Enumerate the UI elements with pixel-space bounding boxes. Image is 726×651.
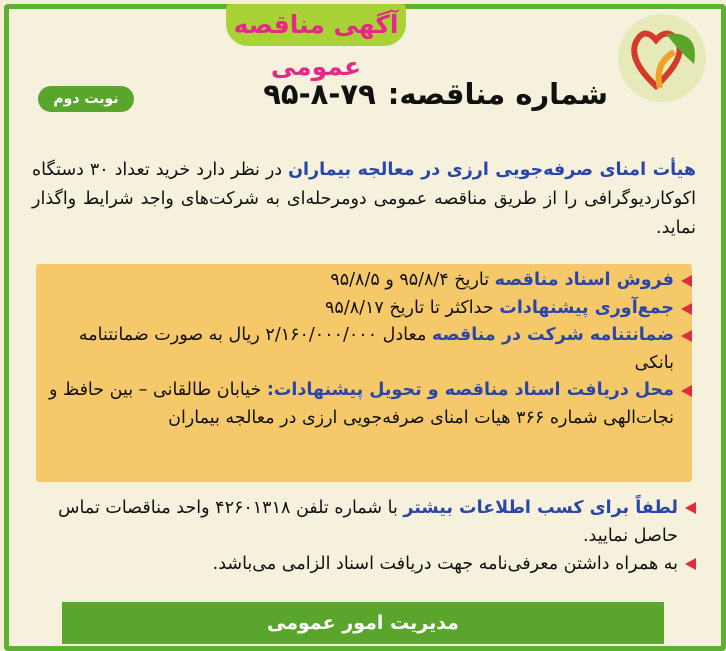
contact-section: [32, 494, 696, 578]
tender-number-label: شماره مناقصه:: [387, 77, 608, 111]
notice-title: آگهی مناقصه عمومی: [226, 4, 406, 46]
triangle-bullet-icon: [685, 558, 696, 570]
item-key: جمع‌آوری پیشنهادات: [499, 297, 674, 318]
item-key: فروش اسناد مناقصه: [494, 270, 674, 290]
tender-number-value: ۷۹-۸-۹۵: [263, 77, 376, 111]
triangle-bullet-icon: [681, 330, 692, 342]
leaf-heart-logo-icon: [616, 12, 708, 104]
triangle-bullet-icon: [685, 502, 696, 514]
list-item: [38, 267, 692, 295]
triangle-bullet-icon: [681, 275, 692, 287]
note-text: به همراه داشتن معرفی‌نامه جهت دریافت اسناد الزامی می‌باشد.: [212, 554, 678, 574]
round-badge: نوبت دوم: [38, 86, 134, 112]
intro-paragraph: [32, 156, 696, 243]
details-list: [38, 267, 692, 432]
note-item: [32, 550, 696, 578]
item-key: محل دریافت اسناد مناقصه و تحویل پیشنهادات:: [266, 380, 674, 400]
item-text: تاریخ ۹۵/۸/۴ و ۹۵/۸/۵: [330, 270, 495, 290]
intro-text: در نظر دارد خرید تعداد ۳۰ دستگاه اکوکاردیوگرافی را از طریق مناقصه عمومی دومرحله‌ای به شرکت‌های واجد شرایط واگذار نماید.: [32, 160, 696, 238]
list-item: [38, 295, 692, 323]
contact-item: [32, 494, 696, 550]
item-text: خیابان طالقانی – بین حافظ و نجات‌الهی شماره ۳۶۶ هیات امنای صرفه‌جویی ارزی در معالجه بیماران: [48, 380, 674, 428]
tender-number: [158, 72, 608, 116]
footer-signature: مدیریت امور عمومی: [62, 602, 664, 644]
list-item: [38, 322, 692, 377]
contact-key: لطفاً برای کسب اطلاعات بیشتر: [403, 498, 678, 518]
item-text: معادل ۲/۱۶۰/۰۰۰/۰۰۰ ریال به صورت ضمانتنامه بانکی: [78, 325, 674, 373]
item-key: ضمانتنامه شرکت در مناقصه: [431, 325, 674, 345]
list-item: [38, 377, 692, 432]
organization-name: هیأت امنای صرفه‌جویی ارزی در معالجه بیماران: [288, 160, 697, 180]
item-text: حداکثر تا تاریخ ۹۵/۸/۱۷: [325, 297, 500, 318]
contact-text: با شماره تلفن ۴۲۶۰۱۳۱۸ واحد مناقصات تماس حاصل نمایید.: [58, 498, 678, 546]
triangle-bullet-icon: [681, 385, 692, 397]
triangle-bullet-icon: [681, 303, 692, 315]
